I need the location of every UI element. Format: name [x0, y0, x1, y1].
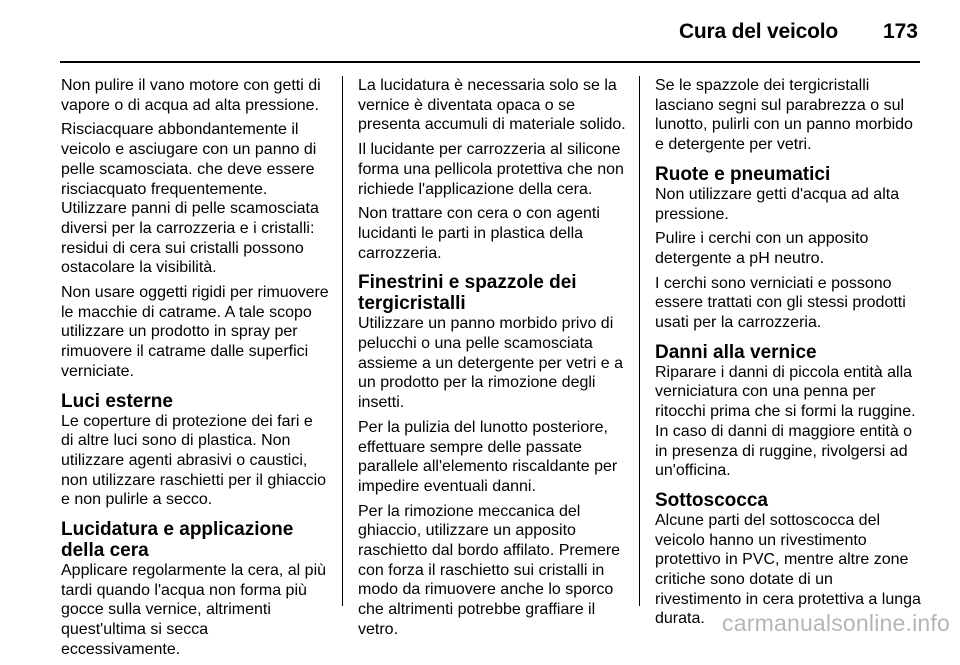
paragraph: Per la pulizia del lunotto posteriore, effettuare sempre delle passate parallele all'elemento riscaldante per impedire eventuali danni.	[358, 418, 618, 495]
paragraph: Alcune parti del sottoscocca del veicolo hanno un rivestimento protettivo in PVC, mentre altre zone critiche sono dotate di un rivestimento in cera protettiva a lunga durata.	[655, 511, 921, 628]
section-heading-danni: Danni alla vernice	[655, 341, 817, 363]
paragraph: Se le spazzole dei tergicristalli lasciano segni sul parabrezza o sul lunotto, pulirli con un panno morbido e detergente per vetri.	[655, 77, 913, 154]
page-number: 173	[882, 20, 918, 43]
column-3	[655, 76, 923, 634]
section-heading-finestrini: Finestrini e spazzole dei tergicristalli	[358, 272, 577, 315]
section-heading-sottoscocca: Sottoscocca	[655, 489, 768, 511]
paragraph: Non pulire il vano motore con getti di vapore o di acqua ad alta pressione.	[61, 77, 321, 114]
paragraph: Riparare i danni di piccola entità alla verniciatura con una penna per ritocchi prima che si formi la ruggine. In caso di danni di maggiore entità o in presenza di ruggine, rivolgersi ad un'officina.	[655, 363, 916, 480]
column-divider	[342, 76, 343, 606]
paragraph: I cerchi sono verniciati e possono essere trattati con gli stessi prodotti usati per la carrozzeria.	[655, 274, 906, 332]
paragraph: Non usare oggetti rigidi per rimuovere le macchie di catrame. A tale scopo utilizzare un prodotto in spray per rimuovere il catrame dalle superfici verniciate.	[61, 284, 329, 380]
paragraph: Pulire i cerchi con un apposito detergente a pH neutro.	[655, 230, 869, 267]
paragraph: Non utilizzare getti d'acqua ad alta pressione.	[655, 185, 900, 223]
column-divider	[639, 76, 640, 606]
header-divider	[60, 61, 920, 63]
paragraph: Applicare regolarmente la cera, al più tardi quando l'acqua non forma più gocce sulla vernice, altrimenti quest'ultima si secca eccessivamente.	[61, 562, 327, 658]
paragraph: Le coperture di protezione dei fari e di altre luci sono di plastica. Non utilizzare agenti abrasivi o caustici, non utilizzare raschietti per il ghiaccio e non pulirle a secco.	[61, 412, 327, 509]
section-heading-lucidatura: Lucidatura e applicazione della cera	[61, 519, 294, 562]
page-header	[0, 0, 960, 62]
paragraph: Utilizzare un panno morbido privo di pelucchi o una pelle scamosciata assieme a un detergente per vetri e a un prodotto per la rimozione degli insetti.	[358, 315, 624, 412]
column-1	[61, 76, 329, 665]
paragraph: Risciacquare abbondantemente il veicolo e asciugare con un panno di pelle scamosciata. che deve essere risciacquato frequentemente. Utilizzare panni di pelle scamosciata diversi per la carrozzeria e i cristalli: residui di cera sui cristalli possono ostacolare la visibilità.	[61, 121, 319, 277]
paragraph: Non trattare con cera o con agenti lucidanti le parti in plastica della carrozzeria.	[358, 205, 600, 262]
paragraph: Per la rimozione meccanica del ghiaccio, utilizzare un apposito raschietto dal bordo affilato. Premere con forza il raschietto sui cristalli in modo da rimuovere anche lo sporco che altrimenti potrebbe graffiare il vetro.	[358, 502, 621, 638]
paragraph: La lucidatura è necessaria solo se la vernice è diventata opaca o se presenta accumuli di materiale solido.	[358, 77, 626, 134]
section-heading-ruote: Ruote e pneumatici	[655, 163, 831, 185]
page-title: Cura del veicolo	[678, 20, 838, 43]
watermark: carmanualsonline.info	[722, 610, 950, 636]
column-2	[358, 76, 626, 645]
paragraph: Il lucidante per carrozzeria al silicone forma una pellicola protettiva che non richiede l'applicazione della cera.	[358, 141, 624, 198]
section-heading-luci-esterne: Luci esterne	[61, 390, 173, 412]
